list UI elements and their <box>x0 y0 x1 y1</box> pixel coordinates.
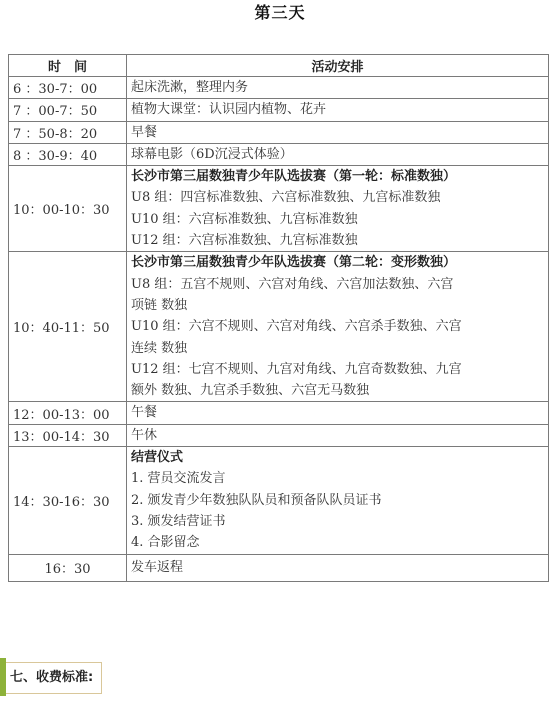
day-title: 第三天 <box>254 3 306 22</box>
table-row <box>9 143 549 165</box>
table-row <box>9 554 549 581</box>
activity-line: 项链 数独 <box>131 297 188 313</box>
header-activity: 活动安排 <box>127 55 549 77</box>
activity-line: U8 组：五宫不规则、六宫对角线、六宫加法数独、六宫 <box>131 276 454 292</box>
activity-line: 3. 颁发结营证书 <box>131 513 226 529</box>
row-time: 13：00-14：30 <box>9 424 127 446</box>
table-row <box>9 166 549 252</box>
activity-line: 午休 <box>131 427 158 443</box>
activity-line: U8 组：四宫标准数独、六宫标准数独、九宫标准数独 <box>131 190 441 206</box>
table-row <box>9 121 549 143</box>
row-activity <box>127 99 549 121</box>
section-label: 七、收费标准: <box>6 662 102 694</box>
row-time: 14：30-16：30 <box>9 447 127 554</box>
table-row <box>9 77 549 99</box>
row-activity <box>127 121 549 143</box>
activity-line: U12 组：六宫标准数独、九宫标准数独 <box>131 233 358 249</box>
row-activity <box>127 402 549 424</box>
activity-line: 早餐 <box>131 124 158 140</box>
table-row <box>9 424 549 446</box>
table-row <box>9 99 549 121</box>
activity-line: 起床洗漱，整理内务 <box>131 80 249 95</box>
activity-line: U10 组：六宫不规则、六宫对角线、六宫杀手数独、六宫 <box>131 319 462 335</box>
activity-line: 4. 合影留念 <box>131 535 200 551</box>
activity-line: 1. 营员交流发言 <box>131 471 226 487</box>
activity-line: U10 组：六宫标准数独、九宫标准数独 <box>131 211 358 227</box>
row-time: 6 ：30-7：00 <box>9 77 127 99</box>
activity-line: U12 组：七宫不规则、九宫对角线、九宫奇数数独、九宫 <box>131 361 462 377</box>
activity-line: 2. 颁发青少年数独队队员和预备队队员证书 <box>131 492 382 508</box>
table-row <box>9 402 549 424</box>
row-time: 7 ：50-8：20 <box>9 121 127 143</box>
activity-title: 长沙市第三届数独青少年队选拔赛（第二轮：变形数独） <box>131 255 457 271</box>
row-time: 7 ：00-7：50 <box>9 99 127 121</box>
row-activity <box>127 447 549 554</box>
activity-line: 植物大课堂：认识园内植物、花卉 <box>131 102 327 118</box>
schedule-table <box>8 54 549 582</box>
row-time: 8 ：30-9：40 <box>9 143 127 165</box>
activity-title: 长沙市第三届数独青少年队选拔赛（第一轮：标准数独） <box>131 169 457 185</box>
row-activity <box>127 143 549 165</box>
activity-line: 连续 数独 <box>131 340 188 356</box>
row-time: 10：40-11：50 <box>9 252 127 402</box>
row-time: 10：00-10：30 <box>9 166 127 252</box>
row-activity <box>127 166 549 252</box>
table-header-row <box>9 55 549 77</box>
row-activity <box>127 252 549 402</box>
row-activity <box>127 554 549 581</box>
row-time: 16：30 <box>9 554 127 581</box>
table-row <box>9 252 549 402</box>
table-row <box>9 447 549 554</box>
activity-line: 额外 数独、九宫杀手数独、六宫无马数独 <box>131 383 370 399</box>
row-time: 12：00-13：00 <box>9 402 127 424</box>
activity-line: 球幕电影（6D沉浸式体验） <box>131 146 293 162</box>
row-activity <box>127 424 549 446</box>
activity-title: 结营仪式 <box>131 450 184 466</box>
row-activity <box>127 77 549 99</box>
section-heading <box>0 658 102 696</box>
activity-line: 午餐 <box>131 405 158 421</box>
header-time: 时 间 <box>9 55 127 77</box>
activity-line: 发车返程 <box>131 559 184 575</box>
